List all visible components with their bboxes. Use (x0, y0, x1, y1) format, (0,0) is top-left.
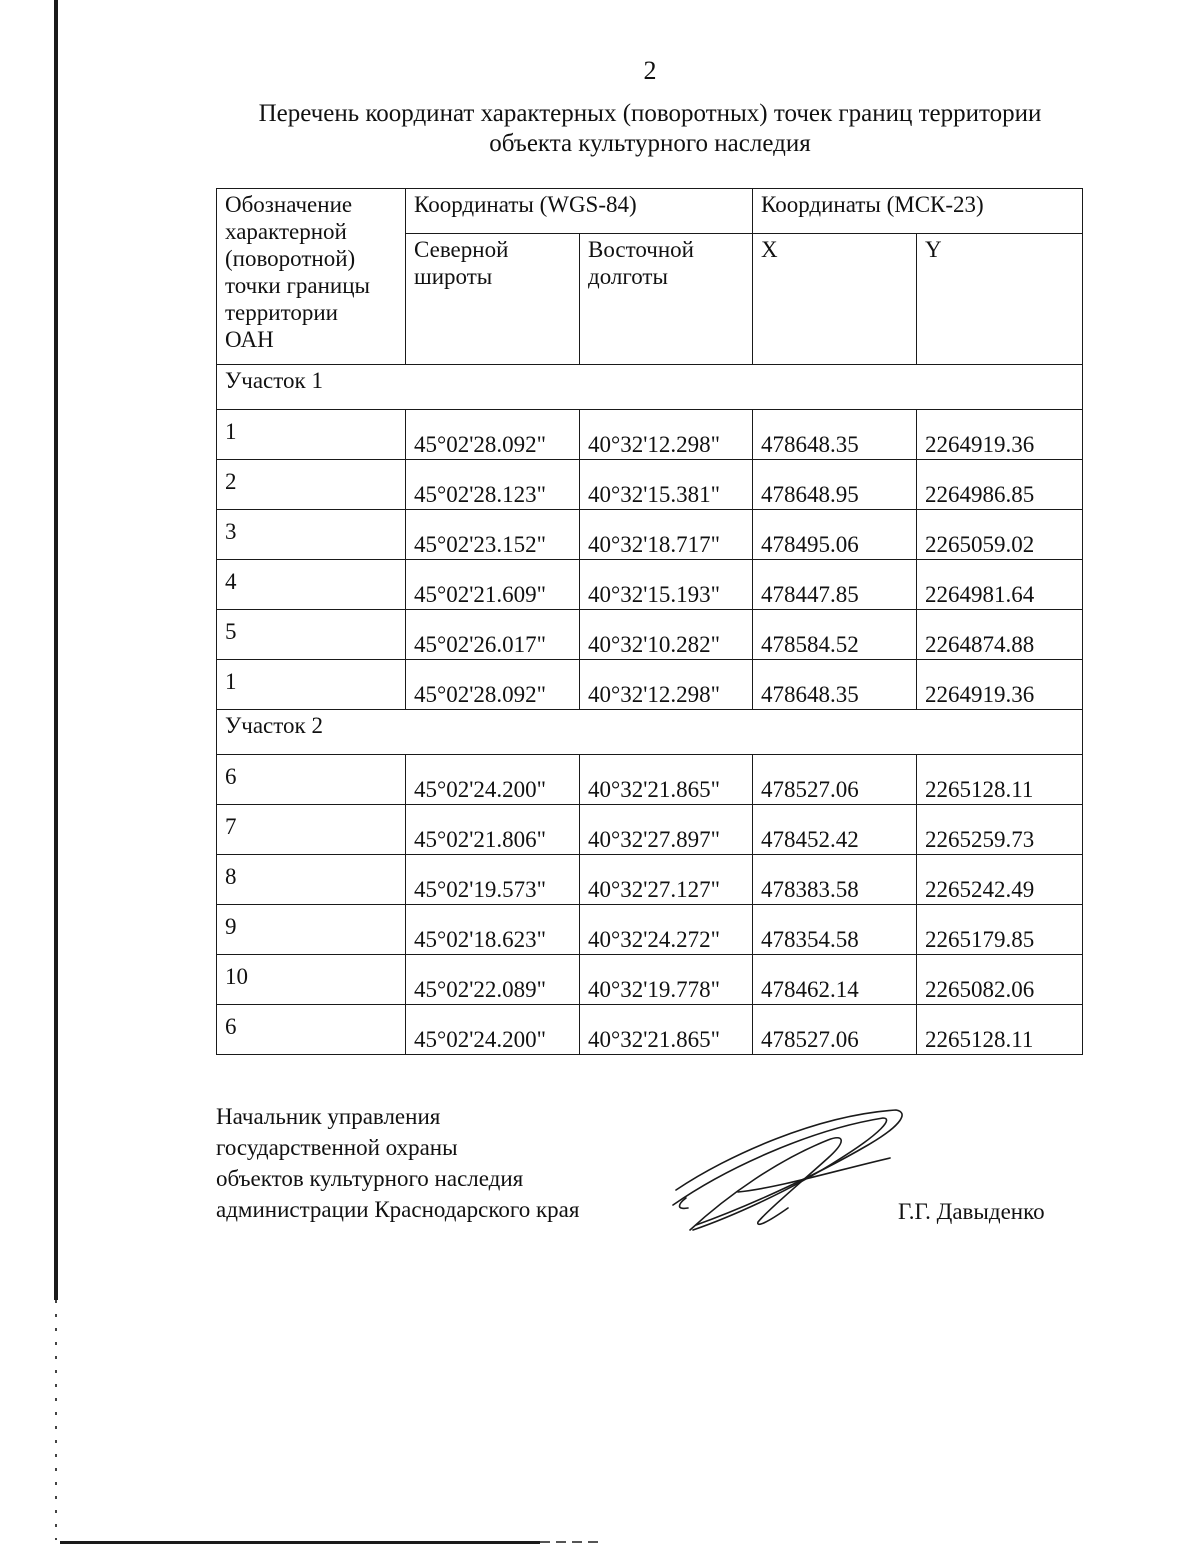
table-row (217, 1005, 1083, 1055)
cell-y: 2265128.11 (917, 1005, 1083, 1055)
cell-x: 478495.06 (753, 510, 917, 560)
cell-x: 478527.06 (753, 755, 917, 805)
table-row (217, 755, 1083, 805)
cell-north-latitude: 45°02'28.123" (406, 460, 580, 510)
signatory-line: государственной охраны (216, 1135, 458, 1160)
cell-north-latitude: 45°02'23.152" (406, 510, 580, 560)
cell-point: 7 (217, 805, 406, 855)
cell-x: 478648.35 (753, 660, 917, 710)
cell-y: 2264919.36 (917, 660, 1083, 710)
header-point-designation: Обозначение характерной (поворотной) точки границы территории ОАН (217, 189, 406, 365)
signatory-position (216, 1101, 579, 1225)
cell-x: 478648.35 (753, 410, 917, 460)
handwritten-signature (668, 1100, 918, 1235)
cell-east-longitude: 40°32'15.193" (580, 560, 753, 610)
section-row (217, 365, 1083, 410)
header-east-longitude: Восточной долготы (580, 234, 753, 365)
cell-x: 478452.42 (753, 805, 917, 855)
header-y: Y (917, 234, 1083, 365)
table-row (217, 805, 1083, 855)
cell-y: 2265128.11 (917, 755, 1083, 805)
cell-north-latitude: 45°02'21.806" (406, 805, 580, 855)
cell-east-longitude: 40°32'21.865" (580, 755, 753, 805)
cell-north-latitude: 45°02'24.200" (406, 1005, 580, 1055)
table-header-row (217, 189, 1083, 234)
table-row (217, 410, 1083, 460)
scan-bottom-edge (60, 1541, 540, 1544)
scan-left-edge-dashes (55, 1300, 57, 1540)
cell-east-longitude: 40°32'10.282" (580, 610, 753, 660)
page-number: 2 (643, 56, 657, 85)
cell-east-longitude: 40°32'18.717" (580, 510, 753, 560)
cell-north-latitude: 45°02'26.017" (406, 610, 580, 660)
table-row (217, 660, 1083, 710)
cell-y: 2265259.73 (917, 805, 1083, 855)
cell-point: 6 (217, 755, 406, 805)
signatory-line: объектов культурного наследия (216, 1166, 524, 1191)
table-row (217, 560, 1083, 610)
cell-x: 478462.14 (753, 955, 917, 1005)
cell-point: 4 (217, 560, 406, 610)
cell-north-latitude: 45°02'28.092" (406, 410, 580, 460)
cell-x: 478527.06 (753, 1005, 917, 1055)
document-title (200, 99, 1100, 159)
cell-east-longitude: 40°32'21.865" (580, 1005, 753, 1055)
cell-east-longitude: 40°32'27.897" (580, 805, 753, 855)
signatory-line: администрации Краснодарского края (216, 1197, 580, 1222)
cell-y: 2265059.02 (917, 510, 1083, 560)
cell-y: 2265242.49 (917, 855, 1083, 905)
table-row (217, 955, 1083, 1005)
cell-east-longitude: 40°32'19.778" (580, 955, 753, 1005)
cell-x: 478648.95 (753, 460, 917, 510)
cell-x: 478447.85 (753, 560, 917, 610)
table-row (217, 510, 1083, 560)
header-msk23: Координаты (МСК-23) (753, 189, 1083, 234)
cell-east-longitude: 40°32'15.381" (580, 460, 753, 510)
cell-north-latitude: 45°02'19.573" (406, 855, 580, 905)
coordinates-table (216, 188, 1083, 1055)
cell-y: 2265082.06 (917, 955, 1083, 1005)
scan-bottom-edge-dashes (540, 1541, 600, 1543)
cell-y: 2264986.85 (917, 460, 1083, 510)
cell-point: 8 (217, 855, 406, 905)
cell-point: 3 (217, 510, 406, 560)
table-row (217, 610, 1083, 660)
scan-left-edge (54, 0, 58, 1300)
cell-point: 9 (217, 905, 406, 955)
title-line: объекта культурного наследия (489, 130, 811, 157)
title-line: Перечень координат характерных (поворотных) точек границ территории (258, 100, 1042, 127)
signatory-line: Начальник управления (216, 1104, 441, 1129)
cell-point: 1 (217, 660, 406, 710)
table-row (217, 905, 1083, 955)
section-label: Участок 2 (217, 710, 1083, 755)
cell-point: 6 (217, 1005, 406, 1055)
cell-x: 478354.58 (753, 905, 917, 955)
header-x: X (753, 234, 917, 365)
cell-y: 2265179.85 (917, 905, 1083, 955)
cell-north-latitude: 45°02'21.609" (406, 560, 580, 610)
cell-point: 10 (217, 955, 406, 1005)
cell-east-longitude: 40°32'27.127" (580, 855, 753, 905)
cell-north-latitude: 45°02'22.089" (406, 955, 580, 1005)
cell-north-latitude: 45°02'28.092" (406, 660, 580, 710)
cell-east-longitude: 40°32'12.298" (580, 660, 753, 710)
table-row (217, 460, 1083, 510)
cell-y: 2264919.36 (917, 410, 1083, 460)
cell-x: 478584.52 (753, 610, 917, 660)
cell-x: 478383.58 (753, 855, 917, 905)
header-wgs84: Координаты (WGS-84) (406, 189, 753, 234)
table-row (217, 855, 1083, 905)
cell-east-longitude: 40°32'24.272" (580, 905, 753, 955)
cell-point: 5 (217, 610, 406, 660)
cell-y: 2264981.64 (917, 560, 1083, 610)
signer-name: Г.Г. Давыденко (898, 1199, 1045, 1224)
cell-point: 2 (217, 460, 406, 510)
cell-north-latitude: 45°02'18.623" (406, 905, 580, 955)
cell-y: 2264874.88 (917, 610, 1083, 660)
cell-point: 1 (217, 410, 406, 460)
section-row (217, 710, 1083, 755)
cell-east-longitude: 40°32'12.298" (580, 410, 753, 460)
header-north-latitude: Северной широты (406, 234, 580, 365)
cell-north-latitude: 45°02'24.200" (406, 755, 580, 805)
section-label: Участок 1 (217, 365, 1083, 410)
